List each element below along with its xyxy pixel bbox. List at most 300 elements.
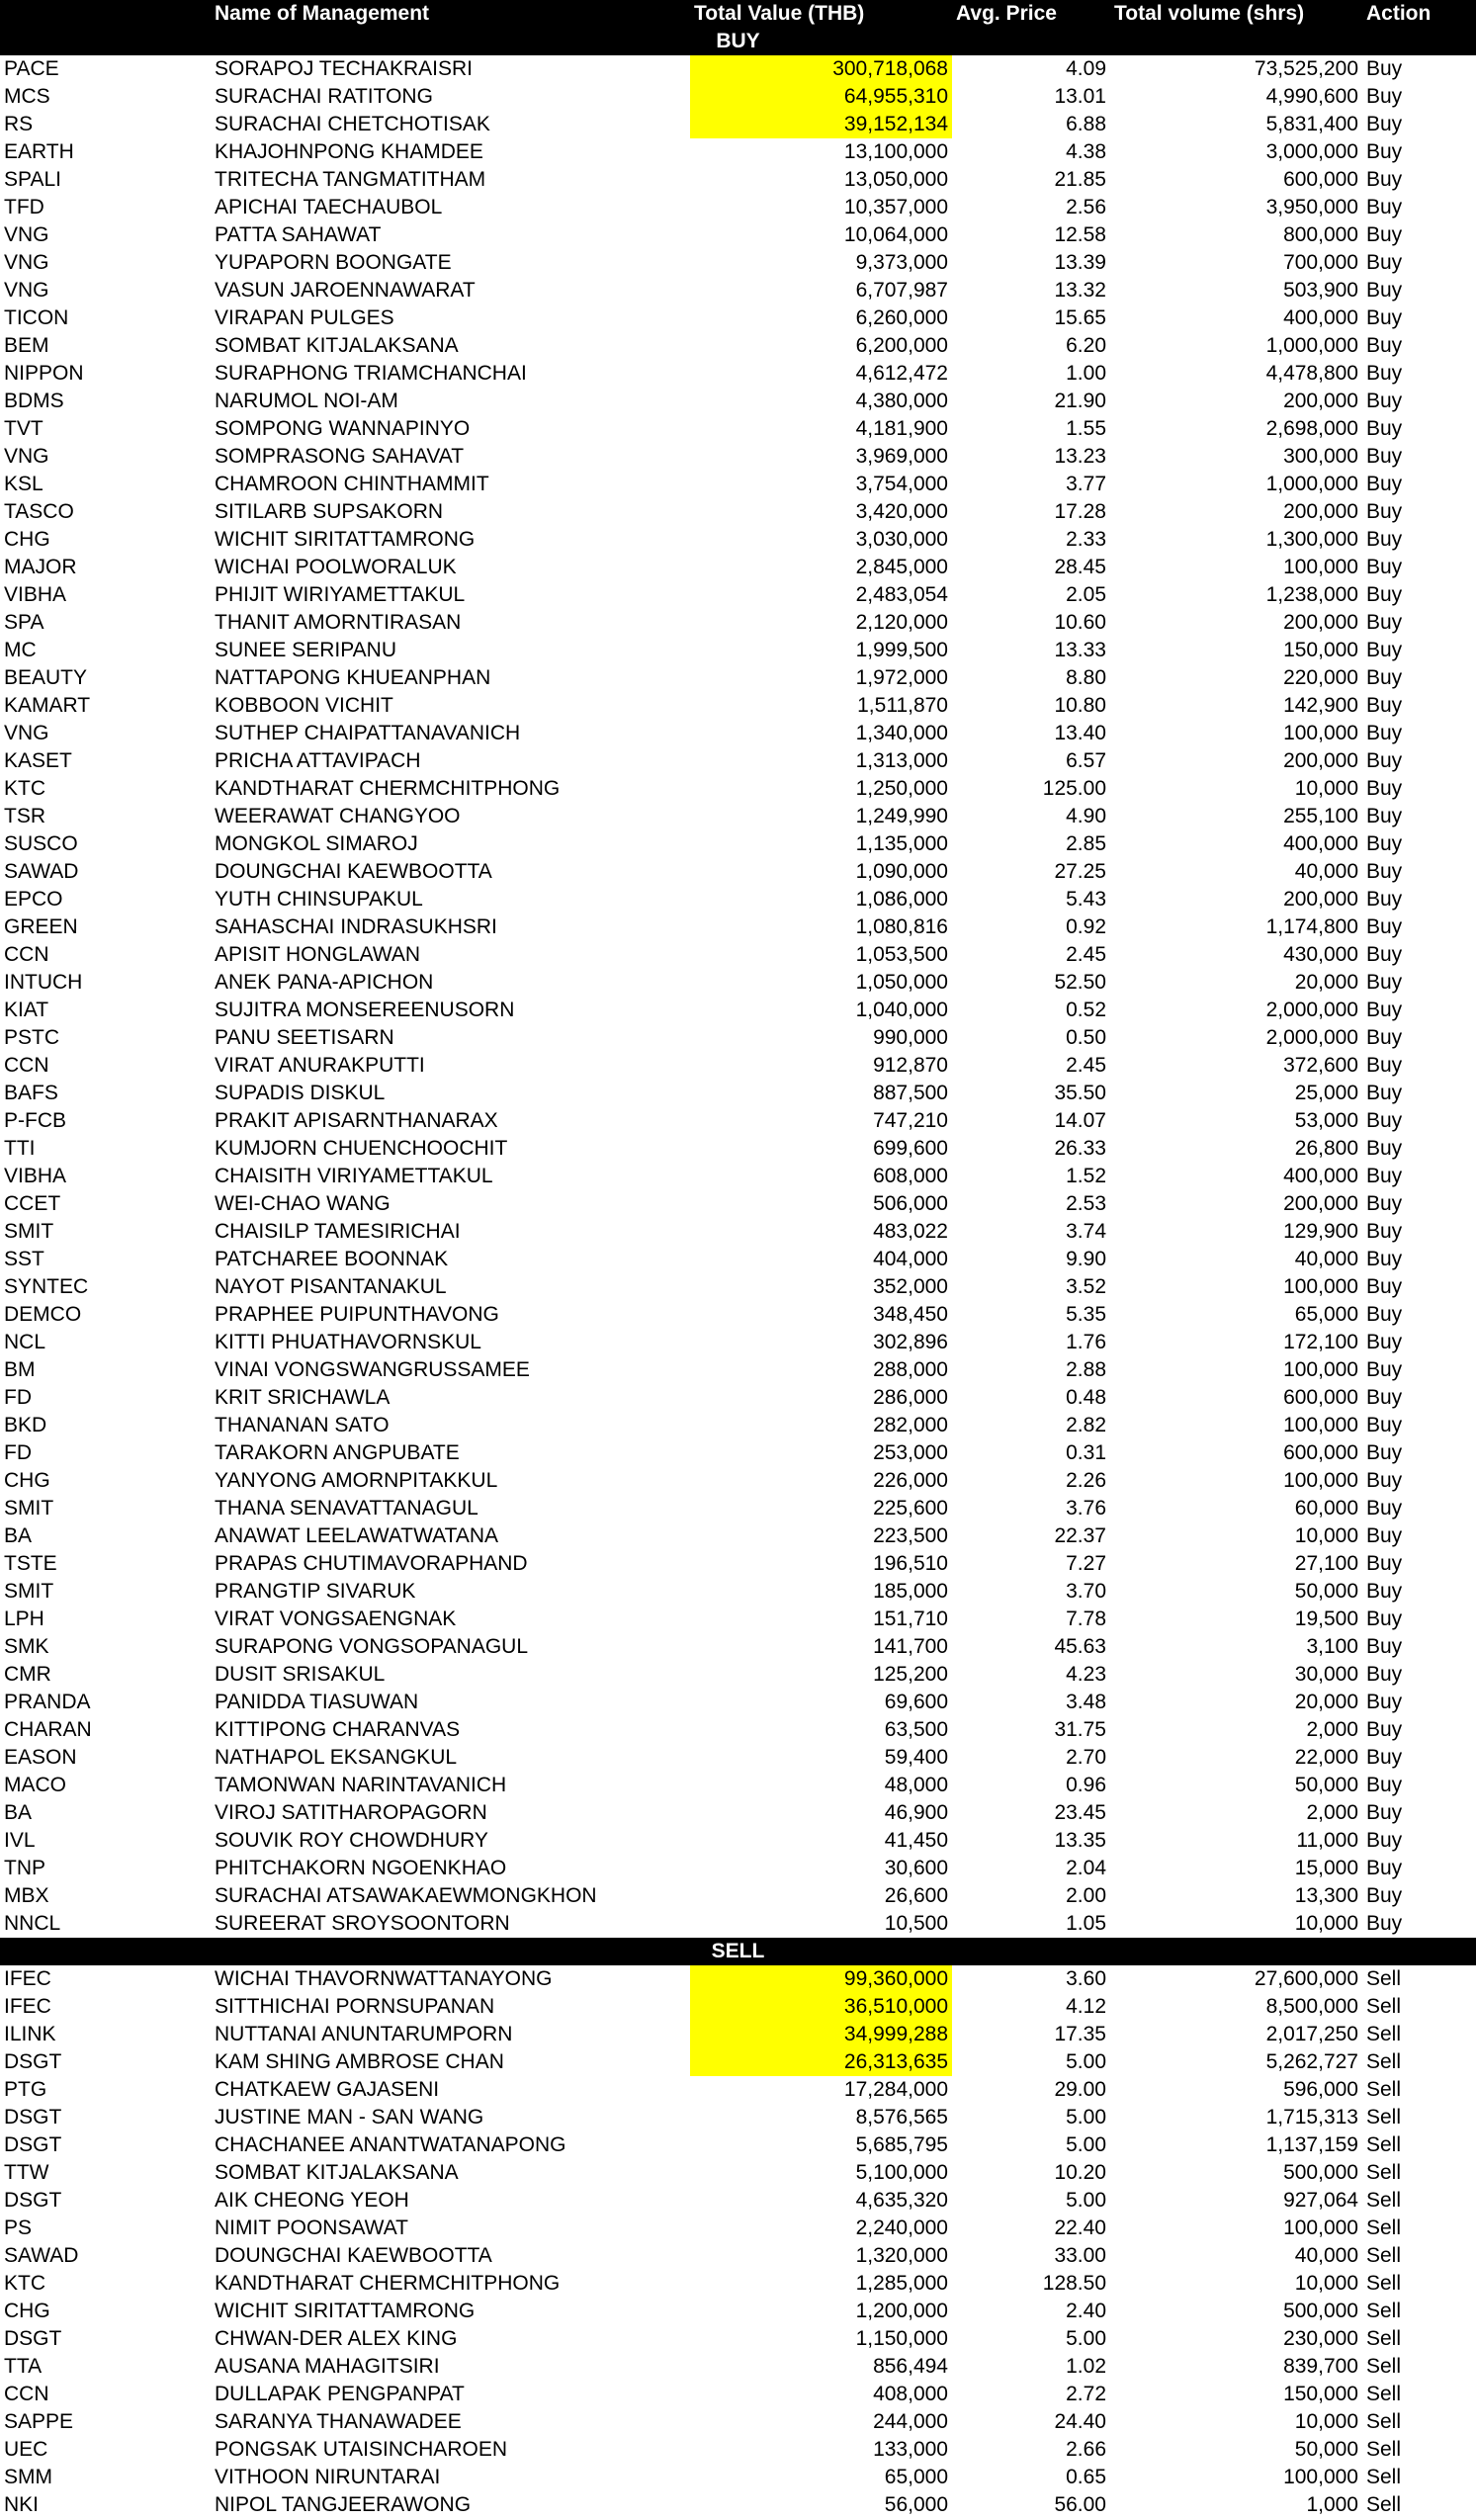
- avg-price-cell: 1.02: [1066, 2355, 1106, 2378]
- total-value-cell: 887,500: [873, 1082, 948, 1104]
- name-cell: TARAKORN ANGPUBATE: [215, 1441, 460, 1464]
- total-value-cell: 46,900: [884, 1801, 948, 1824]
- total-volume-cell: 1,000,000: [1265, 334, 1358, 357]
- symbol-cell: SMK: [4, 1635, 49, 1658]
- total-volume-cell: 100,000: [1283, 556, 1358, 578]
- total-volume-cell: 4,478,800: [1265, 362, 1358, 385]
- total-volume-cell: 50,000: [1294, 2438, 1358, 2461]
- action-cell: Buy: [1366, 1608, 1403, 1630]
- action-cell: Buy: [1366, 1801, 1403, 1824]
- symbol-cell: CHG: [4, 528, 50, 551]
- table-row: [0, 2215, 1476, 2242]
- avg-price-cell: 13.35: [1054, 1829, 1106, 1852]
- total-volume-cell: 1,000,000: [1265, 473, 1358, 495]
- name-cell: PONGSAK UTAISINCHAROEN: [215, 2438, 507, 2461]
- name-cell: DOUNGCHAI KAEWBOOTTA: [215, 2244, 492, 2267]
- avg-price-cell: 1.05: [1066, 1912, 1106, 1935]
- symbol-cell: EARTH: [4, 140, 74, 163]
- table-row: [0, 498, 1476, 526]
- total-volume-cell: 10,000: [1294, 777, 1358, 800]
- total-volume-cell: 2,017,250: [1265, 2023, 1358, 2045]
- table-row: [0, 1910, 1476, 1938]
- action-cell: Buy: [1366, 1109, 1403, 1132]
- total-volume-cell: 100,000: [1283, 1358, 1358, 1381]
- table-row: [0, 2491, 1476, 2519]
- avg-price-cell: 4.38: [1066, 140, 1106, 163]
- action-cell: Buy: [1366, 1552, 1403, 1575]
- total-volume-cell: 11,000: [1296, 1829, 1358, 1852]
- table-row: [0, 1246, 1476, 1273]
- name-cell: THANA SENAVATTANAGUL: [215, 1497, 478, 1520]
- name-cell: WICHAI THAVORNWATTANAYONG: [215, 1967, 553, 1990]
- symbol-cell: MBX: [4, 1884, 49, 1907]
- total-volume-cell: 19,500: [1294, 1608, 1358, 1630]
- action-cell: Buy: [1366, 417, 1403, 440]
- name-cell: PHITCHAKORN NGOENKHAO: [215, 1857, 507, 1879]
- avg-price-cell: 1.52: [1066, 1165, 1106, 1187]
- total-volume-cell: 200,000: [1283, 390, 1358, 412]
- total-value-cell: 99,360,000: [690, 1965, 952, 1993]
- name-cell: SURAPONG VONGSOPANAGUL: [215, 1635, 529, 1658]
- action-cell: Buy: [1366, 279, 1403, 302]
- table-row: [0, 388, 1476, 415]
- avg-price-cell: 3.77: [1066, 473, 1106, 495]
- symbol-cell: DSGT: [4, 2189, 62, 2212]
- avg-price-cell: 52.50: [1054, 971, 1106, 994]
- avg-price-cell: 28.45: [1054, 556, 1106, 578]
- table-row: [0, 1135, 1476, 1163]
- table-row: [0, 2021, 1476, 2048]
- name-cell: SUPADIS DISKUL: [215, 1082, 386, 1104]
- total-value-cell: 6,707,987: [855, 279, 948, 302]
- total-value-cell: 13,100,000: [843, 140, 948, 163]
- total-volume-cell: 53,000: [1294, 1109, 1358, 1132]
- table-row: [0, 1716, 1476, 1744]
- total-value-cell: 2,120,000: [855, 611, 948, 634]
- action-cell: Sell: [1366, 2438, 1402, 2461]
- total-value-cell: 348,450: [873, 1303, 948, 1326]
- avg-price-cell: 2.00: [1066, 1884, 1106, 1907]
- total-volume-cell: 3,000,000: [1265, 140, 1358, 163]
- table-row: [0, 1052, 1476, 1080]
- total-value-cell: 2,240,000: [855, 2216, 948, 2239]
- table-row: [0, 1827, 1476, 1855]
- action-cell: Buy: [1366, 1441, 1403, 1464]
- avg-price-cell: 2.85: [1066, 832, 1106, 855]
- action-cell: Buy: [1366, 1248, 1403, 1270]
- name-cell: ANEK PANA-APICHON: [215, 971, 434, 994]
- avg-price-cell: 13.32: [1054, 279, 1106, 302]
- total-volume-cell: 129,900: [1283, 1220, 1358, 1243]
- total-value-cell: 10,357,000: [843, 196, 948, 218]
- table-row: [0, 1495, 1476, 1522]
- action-cell: Sell: [1366, 1995, 1402, 2018]
- header-total-value: Total Value (THB): [690, 0, 952, 28]
- action-cell: Buy: [1366, 306, 1403, 329]
- action-cell: Buy: [1366, 1884, 1403, 1907]
- action-cell: Buy: [1366, 1497, 1403, 1520]
- name-cell: SOMBAT KITJALAKSANA: [215, 334, 459, 357]
- table-row: [0, 415, 1476, 443]
- total-volume-cell: 839,700: [1283, 2355, 1358, 2378]
- table-row: [0, 2298, 1476, 2325]
- symbol-cell: UEC: [4, 2438, 48, 2461]
- total-value-cell: 48,000: [884, 1774, 948, 1796]
- total-volume-cell: 10,000: [1294, 2272, 1358, 2295]
- total-volume-cell: 4,990,600: [1265, 85, 1358, 108]
- table-row: [0, 194, 1476, 221]
- avg-price-cell: 2.40: [1066, 2300, 1106, 2322]
- symbol-cell: PTG: [4, 2078, 47, 2101]
- name-cell: VIRAT ANURAKPUTTI: [215, 1054, 425, 1077]
- total-value-cell: 4,635,320: [855, 2189, 948, 2212]
- total-value-cell: 506,000: [873, 1192, 948, 1215]
- total-volume-cell: 20,000: [1294, 1691, 1358, 1713]
- avg-price-cell: 6.20: [1066, 334, 1106, 357]
- name-cell: SITILARB SUPSAKORN: [215, 500, 444, 523]
- avg-price-cell: 13.33: [1054, 639, 1106, 661]
- symbol-cell: VNG: [4, 251, 49, 274]
- total-volume-cell: 600,000: [1283, 168, 1358, 191]
- total-value-cell: 34,999,288: [690, 2021, 952, 2048]
- total-value-cell: 288,000: [873, 1358, 948, 1381]
- name-cell: CHWAN-DER ALEX KING: [215, 2327, 458, 2350]
- action-cell: Buy: [1366, 57, 1403, 80]
- total-volume-cell: 27,100: [1294, 1552, 1358, 1575]
- total-value-cell: 2,483,054: [855, 583, 948, 606]
- symbol-cell: SAWAD: [4, 860, 79, 883]
- action-cell: Buy: [1366, 1580, 1403, 1603]
- total-value-cell: 125,200: [873, 1663, 948, 1686]
- name-cell: PRAPAS CHUTIMAVORAPHAND: [215, 1552, 528, 1575]
- action-cell: Buy: [1366, 473, 1403, 495]
- action-cell: Buy: [1366, 1469, 1403, 1492]
- action-cell: Buy: [1366, 390, 1403, 412]
- header-action: Action: [1362, 0, 1476, 28]
- symbol-cell: FD: [4, 1441, 32, 1464]
- symbol-cell: SMIT: [4, 1497, 54, 1520]
- name-cell: NAYOT PISANTANAKUL: [215, 1275, 447, 1298]
- name-cell: SORAPOJ TECHAKRAISRI: [215, 57, 474, 80]
- total-value-cell: 244,000: [873, 2410, 948, 2433]
- table-row: [0, 1993, 1476, 2021]
- avg-price-cell: 0.31: [1066, 1441, 1106, 1464]
- action-cell: Buy: [1366, 445, 1403, 468]
- action-cell: Buy: [1366, 1220, 1403, 1243]
- total-volume-cell: 5,262,727: [1265, 2050, 1358, 2073]
- table-row: [0, 2242, 1476, 2270]
- avg-price-cell: 7.27: [1066, 1552, 1106, 1575]
- table-row: [0, 2408, 1476, 2436]
- action-cell: Sell: [1366, 2466, 1402, 2488]
- action-cell: Buy: [1366, 196, 1403, 218]
- table-row: [0, 692, 1476, 720]
- avg-price-cell: 0.96: [1066, 1774, 1106, 1796]
- action-cell: Buy: [1366, 362, 1403, 385]
- symbol-cell: SUSCO: [4, 832, 78, 855]
- action-cell: Buy: [1366, 666, 1403, 689]
- symbol-cell: SPALI: [4, 168, 61, 191]
- table-row: [0, 1882, 1476, 1910]
- total-volume-cell: 200,000: [1283, 1192, 1358, 1215]
- total-volume-cell: 73,525,200: [1254, 57, 1358, 80]
- name-cell: KHAJOHNPONG KHAMDEE: [215, 140, 483, 163]
- table-row: [0, 1218, 1476, 1246]
- table-row: [0, 1772, 1476, 1799]
- total-value-cell: 26,600: [884, 1884, 948, 1907]
- name-cell: CHAISITH VIRIYAMETTAKUL: [215, 1165, 493, 1187]
- action-cell: Sell: [1366, 2300, 1402, 2322]
- name-cell: SURACHAI ATSAWAKAEWMONGKHON: [215, 1884, 597, 1907]
- avg-price-cell: 2.72: [1066, 2383, 1106, 2405]
- name-cell: CHACHANEE ANANTWATANAPONG: [215, 2133, 566, 2156]
- table-row: [0, 1661, 1476, 1689]
- symbol-cell: DEMCO: [4, 1303, 82, 1326]
- total-volume-cell: 1,000: [1306, 2493, 1358, 2516]
- name-cell: AUSANA MAHAGITSIRI: [215, 2355, 440, 2378]
- name-cell: SUJITRA MONSEREENUSORN: [215, 999, 515, 1021]
- avg-price-cell: 3.48: [1066, 1691, 1106, 1713]
- avg-price-cell: 3.52: [1066, 1275, 1106, 1298]
- total-volume-cell: 372,600: [1283, 1054, 1358, 1077]
- symbol-cell: BA: [4, 1801, 33, 1824]
- action-cell: Buy: [1366, 1303, 1403, 1326]
- action-cell: Sell: [1366, 1967, 1402, 1990]
- symbol-cell: TICON: [4, 306, 69, 329]
- total-value-cell: 39,152,134: [690, 111, 952, 138]
- action-cell: Buy: [1366, 1026, 1403, 1049]
- symbol-cell: BEAUTY: [4, 666, 88, 689]
- total-value-cell: 1,053,500: [855, 943, 948, 966]
- name-cell: APISIT HONGLAWAN: [215, 943, 421, 966]
- symbol-cell: RS: [4, 113, 34, 135]
- table-row: [0, 360, 1476, 388]
- total-value-cell: 9,373,000: [855, 251, 948, 274]
- symbol-cell: CCET: [4, 1192, 61, 1215]
- total-value-cell: 56,000: [884, 2493, 948, 2516]
- symbol-cell: IFEC: [4, 1995, 51, 2018]
- table-row: [0, 2048, 1476, 2076]
- total-value-cell: 4,380,000: [855, 390, 948, 412]
- total-value-cell: 69,600: [884, 1691, 948, 1713]
- action-cell: Buy: [1366, 1691, 1403, 1713]
- table-row: [0, 471, 1476, 498]
- name-cell: YANYONG AMORNPITAKKUL: [215, 1469, 498, 1492]
- symbol-cell: BDMS: [4, 390, 64, 412]
- table-row: [0, 1356, 1476, 1384]
- symbol-cell: DSGT: [4, 2050, 62, 2073]
- total-volume-cell: 600,000: [1283, 1386, 1358, 1409]
- symbol-cell: SMM: [4, 2466, 52, 2488]
- avg-price-cell: 14.07: [1054, 1109, 1106, 1132]
- total-value-cell: 286,000: [873, 1386, 948, 1409]
- symbol-cell: PRANDA: [4, 1691, 91, 1713]
- total-value-cell: 133,000: [873, 2438, 948, 2461]
- name-cell: SUNEE SERIPANU: [215, 639, 396, 661]
- total-value-cell: 141,700: [873, 1635, 948, 1658]
- symbol-cell: KAMART: [4, 694, 91, 717]
- avg-price-cell: 5.43: [1066, 888, 1106, 911]
- symbol-cell: TSTE: [4, 1552, 57, 1575]
- table-row: [0, 554, 1476, 581]
- avg-price-cell: 2.88: [1066, 1358, 1106, 1381]
- total-value-cell: 59,400: [884, 1746, 948, 1769]
- total-volume-cell: 100,000: [1283, 1469, 1358, 1492]
- header-name: Name of Management: [211, 0, 690, 28]
- name-cell: KUMJORN CHUENCHOOCHIT: [215, 1137, 508, 1160]
- avg-price-cell: 2.45: [1066, 943, 1106, 966]
- avg-price-cell: 2.33: [1066, 528, 1106, 551]
- name-cell: AIK CHEONG YEOH: [215, 2189, 409, 2212]
- action-cell: Buy: [1366, 223, 1403, 246]
- table-row: [0, 941, 1476, 969]
- table-row: [0, 166, 1476, 194]
- total-value-cell: 5,685,795: [855, 2133, 948, 2156]
- name-cell: SURACHAI CHETCHOTISAK: [215, 113, 490, 135]
- avg-price-cell: 6.57: [1066, 749, 1106, 772]
- section-label: BUY: [0, 28, 1476, 55]
- total-volume-cell: 600,000: [1283, 1441, 1358, 1464]
- action-cell: Sell: [1366, 2133, 1402, 2156]
- section-header-sell: [0, 1938, 1476, 1965]
- total-volume-cell: 3,950,000: [1265, 196, 1358, 218]
- name-cell: YUTH CHINSUPAKUL: [215, 888, 423, 911]
- total-value-cell: 65,000: [884, 2466, 948, 2488]
- table-row: [0, 1301, 1476, 1329]
- symbol-cell: MC: [4, 639, 37, 661]
- total-value-cell: 990,000: [873, 1026, 948, 1049]
- symbol-cell: SAPPE: [4, 2410, 74, 2433]
- header-total-volume: Total volume (shrs): [1110, 0, 1362, 28]
- table-row: [0, 1024, 1476, 1052]
- symbol-cell: P-FCB: [4, 1109, 66, 1132]
- action-cell: Buy: [1366, 749, 1403, 772]
- action-cell: Buy: [1366, 1137, 1403, 1160]
- table-row: [0, 858, 1476, 886]
- action-cell: Buy: [1366, 1082, 1403, 1104]
- total-value-cell: 6,200,000: [855, 334, 948, 357]
- action-cell: Sell: [1366, 2383, 1402, 2405]
- table-row: [0, 2325, 1476, 2353]
- action-cell: Buy: [1366, 943, 1403, 966]
- name-cell: PRAKIT APISARNTHANARAX: [215, 1109, 498, 1132]
- avg-price-cell: 12.58: [1054, 223, 1106, 246]
- symbol-cell: SST: [4, 1248, 44, 1270]
- name-cell: SURAPHONG TRIAMCHANCHAI: [215, 362, 527, 385]
- symbol-cell: DSGT: [4, 2133, 62, 2156]
- avg-price-cell: 26.33: [1054, 1137, 1106, 1160]
- table-row: [0, 2353, 1476, 2381]
- action-cell: Buy: [1366, 1275, 1403, 1298]
- avg-price-cell: 2.45: [1066, 1054, 1106, 1077]
- table-row: [0, 1965, 1476, 1993]
- symbol-cell: EPCO: [4, 888, 63, 911]
- total-volume-cell: 10,000: [1294, 1912, 1358, 1935]
- symbol-cell: KTC: [4, 2272, 45, 2295]
- total-volume-cell: 2,000: [1306, 1718, 1358, 1741]
- name-cell: CHAMROON CHINTHAMMIT: [215, 473, 489, 495]
- total-value-cell: 1,135,000: [855, 832, 948, 855]
- symbol-cell: CCN: [4, 943, 49, 966]
- action-cell: Buy: [1366, 113, 1403, 135]
- symbol-cell: MCS: [4, 85, 50, 108]
- name-cell: DOUNGCHAI KAEWBOOTTA: [215, 860, 492, 883]
- action-cell: Buy: [1366, 583, 1403, 606]
- avg-price-cell: 13.23: [1054, 445, 1106, 468]
- symbol-cell: EASON: [4, 1746, 77, 1769]
- table-row: [0, 221, 1476, 249]
- name-cell: CHATKAEW GAJASENI: [215, 2078, 440, 2101]
- symbol-cell: VNG: [4, 445, 49, 468]
- total-value-cell: 747,210: [873, 1109, 948, 1132]
- name-cell: THANANAN SATO: [215, 1414, 390, 1436]
- action-cell: Sell: [1366, 2244, 1402, 2267]
- symbol-cell: VNG: [4, 223, 49, 246]
- avg-price-cell: 21.85: [1054, 168, 1106, 191]
- symbol-cell: TVT: [4, 417, 43, 440]
- symbol-cell: VIBHA: [4, 583, 67, 606]
- action-cell: Buy: [1366, 500, 1403, 523]
- total-value-cell: 608,000: [873, 1165, 948, 1187]
- total-value-cell: 26,313,635: [690, 2048, 952, 2076]
- total-volume-cell: 100,000: [1283, 1414, 1358, 1436]
- total-volume-cell: 400,000: [1283, 306, 1358, 329]
- total-volume-cell: 40,000: [1294, 1248, 1358, 1270]
- table-row: [0, 1273, 1476, 1301]
- total-volume-cell: 1,174,800: [1265, 915, 1358, 938]
- avg-price-cell: 33.00: [1054, 2244, 1106, 2267]
- avg-price-cell: 2.70: [1066, 1746, 1106, 1769]
- table-row: [0, 138, 1476, 166]
- total-value-cell: 253,000: [873, 1441, 948, 1464]
- table-row: [0, 332, 1476, 360]
- symbol-cell: ILINK: [4, 2023, 56, 2045]
- total-volume-cell: 200,000: [1283, 749, 1358, 772]
- avg-price-cell: 5.00: [1066, 2106, 1106, 2129]
- total-value-cell: 1,250,000: [855, 777, 948, 800]
- action-cell: Buy: [1366, 1358, 1403, 1381]
- symbol-cell: NIPPON: [4, 362, 84, 385]
- name-cell: PRANGTIP SIVARUK: [215, 1580, 416, 1603]
- name-cell: PHIJIT WIRIYAMETTAKUL: [215, 583, 466, 606]
- total-volume-cell: 65,000: [1294, 1303, 1358, 1326]
- total-volume-cell: 255,100: [1283, 805, 1358, 827]
- table-row: [0, 664, 1476, 692]
- total-value-cell: 352,000: [873, 1275, 948, 1298]
- total-volume-cell: 400,000: [1283, 1165, 1358, 1187]
- action-cell: Buy: [1366, 251, 1403, 274]
- total-volume-cell: 30,000: [1294, 1663, 1358, 1686]
- table-row: [0, 913, 1476, 941]
- symbol-cell: INTUCH: [4, 971, 83, 994]
- total-volume-cell: 1,715,313: [1265, 2106, 1358, 2129]
- avg-price-cell: 24.40: [1054, 2410, 1106, 2433]
- total-volume-cell: 700,000: [1283, 251, 1358, 274]
- total-value-cell: 1,150,000: [855, 2327, 948, 2350]
- symbol-cell: CCN: [4, 2383, 49, 2405]
- total-value-cell: 1,285,000: [855, 2272, 948, 2295]
- avg-price-cell: 1.55: [1066, 417, 1106, 440]
- avg-price-cell: 15.65: [1054, 306, 1106, 329]
- avg-price-cell: 5.00: [1066, 2133, 1106, 2156]
- name-cell: NIMIT POONSAWAT: [215, 2216, 409, 2239]
- avg-price-cell: 8.80: [1066, 666, 1106, 689]
- avg-price-cell: 0.52: [1066, 999, 1106, 1021]
- total-value-cell: 225,600: [873, 1497, 948, 1520]
- total-volume-cell: 927,064: [1283, 2189, 1358, 2212]
- symbol-cell: IVL: [4, 1829, 36, 1852]
- name-cell: NATTAPONG KHUEANPHAN: [215, 666, 491, 689]
